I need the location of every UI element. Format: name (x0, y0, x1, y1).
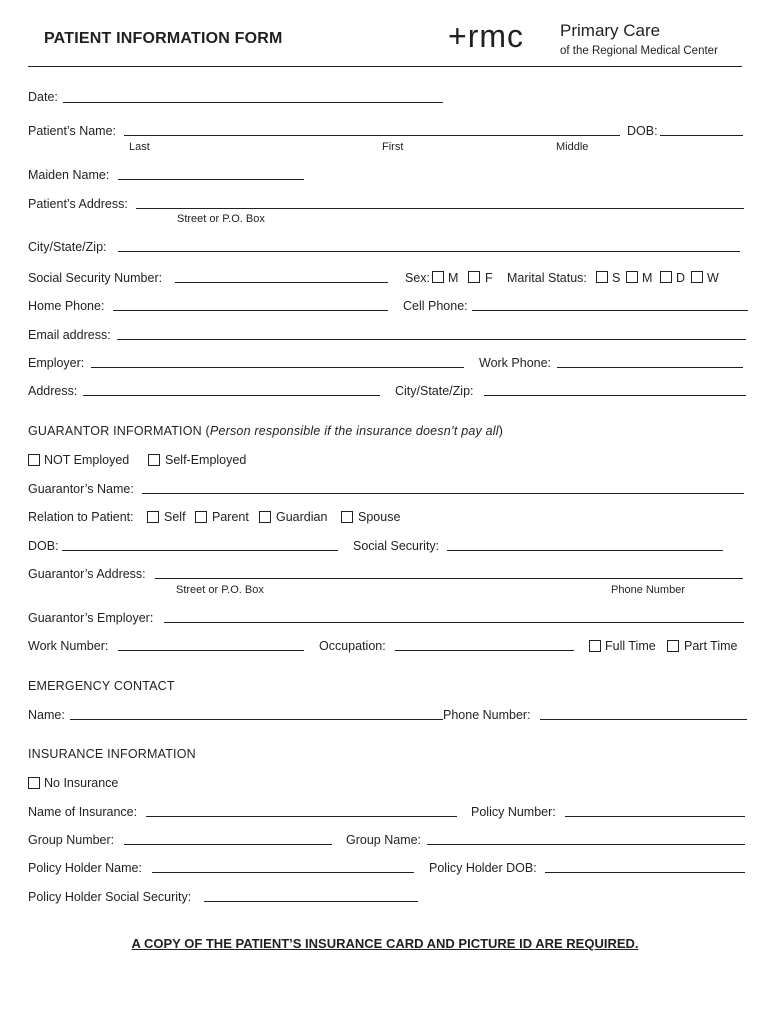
guarantor-phone-caption: Phone Number (611, 584, 685, 596)
insurance-name-label: Name of Insurance: (28, 805, 138, 819)
marital-status-label: Marital Status: (507, 271, 587, 285)
relation-parent-label: Parent (212, 510, 249, 524)
emergency-heading: EMERGENCY CONTACT (28, 679, 175, 693)
employer-label: Employer: (28, 356, 85, 370)
group-name-label: Group Name: (346, 833, 422, 847)
relation-parent-checkbox[interactable] (195, 511, 207, 523)
sex-f-checkbox[interactable] (468, 271, 480, 283)
work-number-field[interactable] (118, 650, 304, 651)
employer-address-label: Address: (28, 384, 78, 398)
full-time-label: Full Time (605, 639, 656, 653)
guarantor-street-caption: Street or P.O. Box (176, 584, 264, 596)
date-field[interactable] (63, 102, 443, 103)
employer-city-label: City/State/Zip: (395, 384, 474, 398)
group-number-label: Group Number: (28, 833, 115, 847)
middle-name-caption: Middle (556, 141, 589, 153)
insurance-name-field[interactable] (146, 816, 457, 817)
holder-ssn-label: Policy Holder Social Security: (28, 890, 192, 904)
holder-dob-label: Policy Holder DOB: (429, 861, 537, 875)
email-label: Email address: (28, 328, 111, 342)
holder-name-label: Policy Holder Name: (28, 861, 142, 875)
self-employed-label: Self-Employed (165, 453, 247, 467)
group-number-field[interactable] (124, 844, 332, 845)
cell-phone-field[interactable] (472, 310, 748, 311)
date-label: Date: (28, 90, 58, 104)
patient-dob-field[interactable] (660, 135, 743, 136)
work-number-label: Work Number: (28, 639, 109, 653)
rmc-logo: +rmc (448, 18, 524, 54)
cell-phone-label: Cell Phone: (403, 299, 468, 313)
marital-d-checkbox[interactable] (660, 271, 672, 283)
header-divider (28, 66, 742, 67)
guarantor-dob-label: DOB: (28, 539, 59, 553)
sex-m-label: M (448, 271, 459, 285)
relation-guardian-checkbox[interactable] (259, 511, 271, 523)
first-name-caption: First (382, 141, 404, 153)
occupation-field[interactable] (395, 650, 574, 651)
marital-s-label: S (612, 271, 621, 285)
relation-spouse-checkbox[interactable] (341, 511, 353, 523)
work-phone-label: Work Phone: (479, 356, 552, 370)
patient-address-field[interactable] (136, 208, 744, 209)
page-title: PATIENT INFORMATION FORM (44, 30, 283, 47)
self-employed-checkbox[interactable] (148, 454, 160, 466)
not-employed-checkbox[interactable] (28, 454, 40, 466)
relation-label: Relation to Patient: (28, 510, 134, 524)
email-field[interactable] (117, 339, 746, 340)
maiden-name-field[interactable] (118, 179, 304, 180)
home-phone-label: Home Phone: (28, 299, 105, 313)
required-documents-note: A COPY OF THE PATIENT’S INSURANCE CARD AND PICTURE ID ARE REQUIRED. (131, 936, 639, 951)
policy-number-field[interactable] (565, 816, 745, 817)
employer-field[interactable] (91, 367, 464, 368)
maiden-name-label: Maiden Name: (28, 168, 110, 182)
patient-city-label: City/State/Zip: (28, 240, 107, 254)
patient-address-label: Patient’s Address: (28, 197, 128, 211)
relation-self-label: Self (164, 510, 186, 524)
marital-m-checkbox[interactable] (626, 271, 638, 283)
guarantor-employer-label: Guarantor’s Employer: (28, 611, 154, 625)
marital-w-label: W (707, 271, 719, 285)
guarantor-dob-field[interactable] (62, 550, 338, 551)
patient-name-label: Patient’s Name: (28, 124, 117, 138)
emergency-phone-field[interactable] (540, 719, 747, 720)
not-employed-label: NOT Employed (44, 453, 130, 467)
last-name-caption: Last (129, 141, 150, 153)
relation-guardian-label: Guardian (276, 510, 328, 524)
group-name-field[interactable] (427, 844, 745, 845)
sex-label: Sex: (405, 271, 431, 285)
part-time-label: Part Time (684, 639, 738, 653)
emergency-name-field[interactable] (70, 719, 443, 720)
insurance-heading: INSURANCE INFORMATION (28, 747, 196, 761)
policy-number-label: Policy Number: (471, 805, 556, 819)
holder-name-field[interactable] (152, 872, 414, 873)
patient-name-field[interactable] (124, 135, 620, 136)
guarantor-heading: GUARANTOR INFORMATION (Person responsible if the insurance doesn’t pay all) (28, 424, 504, 438)
guarantor-ssn-label: Social Security: (353, 539, 440, 553)
no-insurance-label: No Insurance (44, 776, 119, 790)
marital-w-checkbox[interactable] (691, 271, 703, 283)
emergency-phone-label: Phone Number: (443, 708, 531, 722)
guarantor-name-field[interactable] (142, 493, 744, 494)
sex-f-label: F (485, 271, 493, 285)
patient-dob-label: DOB: (627, 124, 658, 138)
street-caption: Street or P.O. Box (177, 213, 265, 225)
full-time-checkbox[interactable] (589, 640, 601, 652)
guarantor-name-label: Guarantor’s Name: (28, 482, 134, 496)
marital-d-label: D (676, 271, 686, 285)
guarantor-ssn-field[interactable] (447, 550, 723, 551)
holder-ssn-field[interactable] (204, 901, 418, 902)
home-phone-field[interactable] (113, 310, 388, 311)
relation-spouse-label: Spouse (358, 510, 401, 524)
guarantor-address-field[interactable] (155, 578, 743, 579)
holder-dob-field[interactable] (545, 872, 745, 873)
no-insurance-checkbox[interactable] (28, 777, 40, 789)
guarantor-address-label: Guarantor’s Address: (28, 567, 146, 581)
marital-m-label: M (642, 271, 653, 285)
relation-self-checkbox[interactable] (147, 511, 159, 523)
employer-city-field[interactable] (484, 395, 746, 396)
logo-primary-care: Primary Care (560, 21, 661, 40)
occupation-label: Occupation: (319, 639, 386, 653)
part-time-checkbox[interactable] (667, 640, 679, 652)
emergency-name-label: Name: (28, 708, 65, 722)
sex-m-checkbox[interactable] (432, 271, 444, 283)
marital-s-checkbox[interactable] (596, 271, 608, 283)
ssn-field[interactable] (175, 282, 388, 283)
patient-city-field[interactable] (118, 251, 740, 252)
work-phone-field[interactable] (557, 367, 743, 368)
logo-subtitle: of the Regional Medical Center (560, 45, 718, 57)
guarantor-employer-field[interactable] (164, 622, 744, 623)
ssn-label: Social Security Number: (28, 271, 163, 285)
employer-address-field[interactable] (83, 395, 380, 396)
